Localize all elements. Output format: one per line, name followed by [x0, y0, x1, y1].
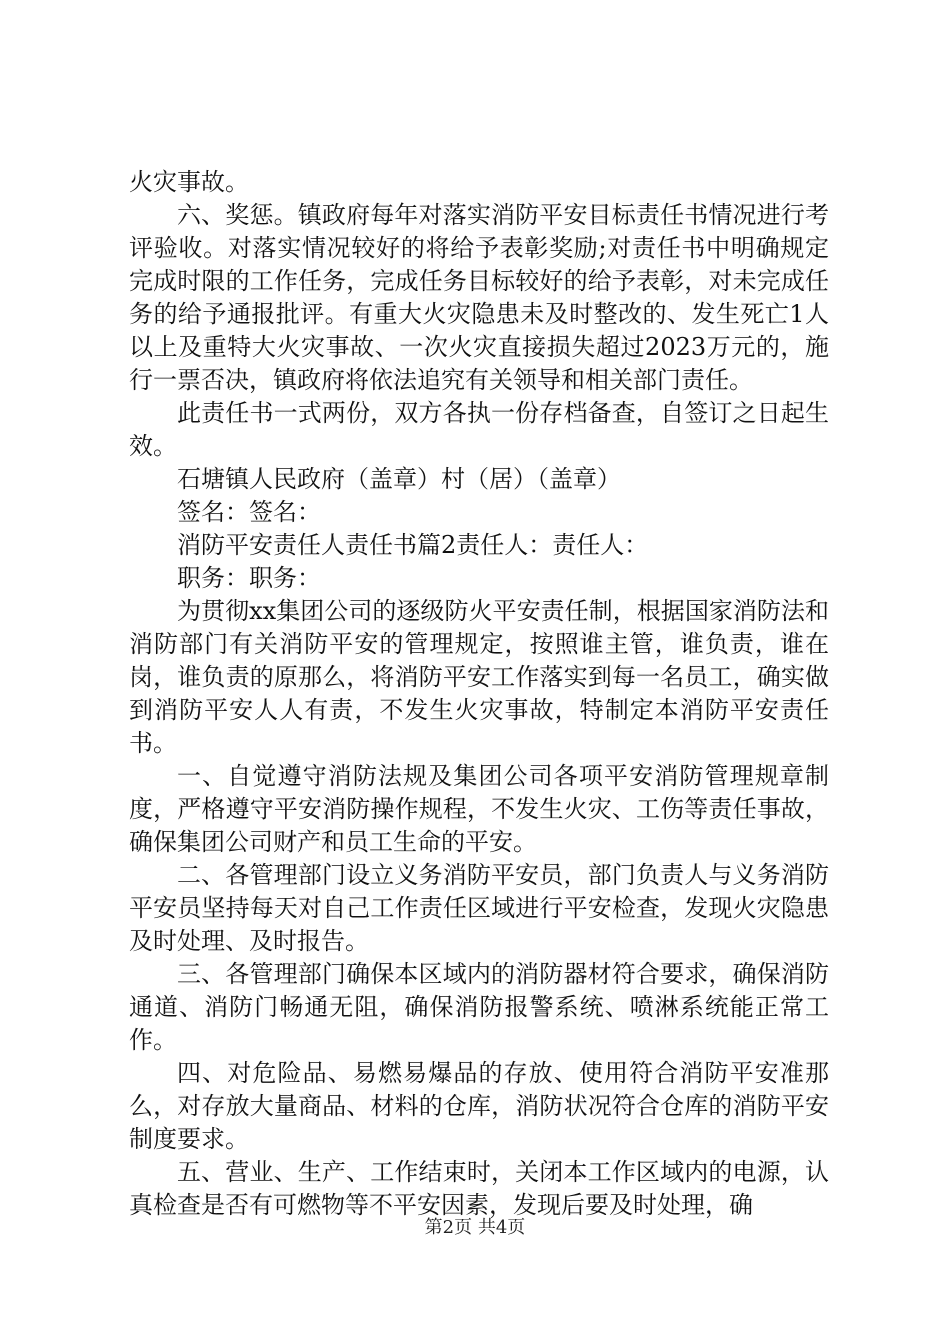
paragraph-8: 为贯彻xx集团公司的逐级防火平安责任制，根据国家消防法和消防部门有关消防平安的管理规定，按照谁主管，谁负责，谁在岗，谁负责的原那么，将消防平安工作落实到每一名员工，确实做到消防平安人人有责，不发生火灾事故，特制定本消防平安责任书。: [129, 597, 829, 757]
paragraph-3: 此责任书一式两份，双方各执一份存档备查，自签订之日起生效。: [129, 399, 829, 460]
document-body: [129, 166, 829, 1222]
paragraph-10: 二、各管理部门设立义务消防平安员，部门负责人与义务消防平安员坚持每天对自己工作责任区域进行平安检查，发现火灾隐患及时处理、及时报告。: [129, 861, 829, 955]
paragraph-13: 五、营业、生产、工作结束时，关闭本工作区域内的电源，认真检查是否有可燃物等不平安因素，发现后要及时处理，确: [129, 1158, 829, 1219]
paragraph-2: 六、奖惩。镇政府每年对落实消防平安目标责任书情况进行考评验收。对落实情况较好的将给予表彰奖励;对责任书中明确规定完成时限的工作任务，完成任务目标较好的给予表彰，对未完成任务的给予通报批评。有重大火灾隐患未及时整改的、发生死亡1人以上及重特大火灾事故、一次火灾直接损失超过2023万元的，施行一票否决，镇政府将依法追究有关领导和相关部门责任。: [129, 201, 829, 394]
paragraph-9: 一、自觉遵守消防法规及集团公司各项平安消防管理规章制度，严格遵守平安消防操作规程，不发生火灾、工伤等责任事故，确保集团公司财产和员工生命的平安。: [129, 762, 829, 856]
paragraph-5: 签名：签名：: [177, 498, 321, 526]
paragraph-1: 火灾事故。: [129, 168, 249, 196]
paragraph-7: 职务：职务：: [177, 564, 321, 592]
paragraph-4: 石塘镇人民政府（盖章）村（居）（盖章）: [177, 465, 621, 493]
paragraph-12: 四、对危险品、易燃易爆品的存放、使用符合消防平安准那么，对存放大量商品、材料的仓库，消防状况符合仓库的消防平安制度要求。: [129, 1059, 829, 1153]
paragraph-6: 消防平安责任人责任书篇2责任人：责任人：: [177, 531, 649, 559]
paragraph-11: 三、各管理部门确保本区域内的消防器材符合要求，确保消防通道、消防门畅通无阻，确保消防报警系统、喷淋系统能正常工作。: [129, 960, 829, 1054]
page-footer: 第2页 共4页: [424, 1217, 526, 1238]
